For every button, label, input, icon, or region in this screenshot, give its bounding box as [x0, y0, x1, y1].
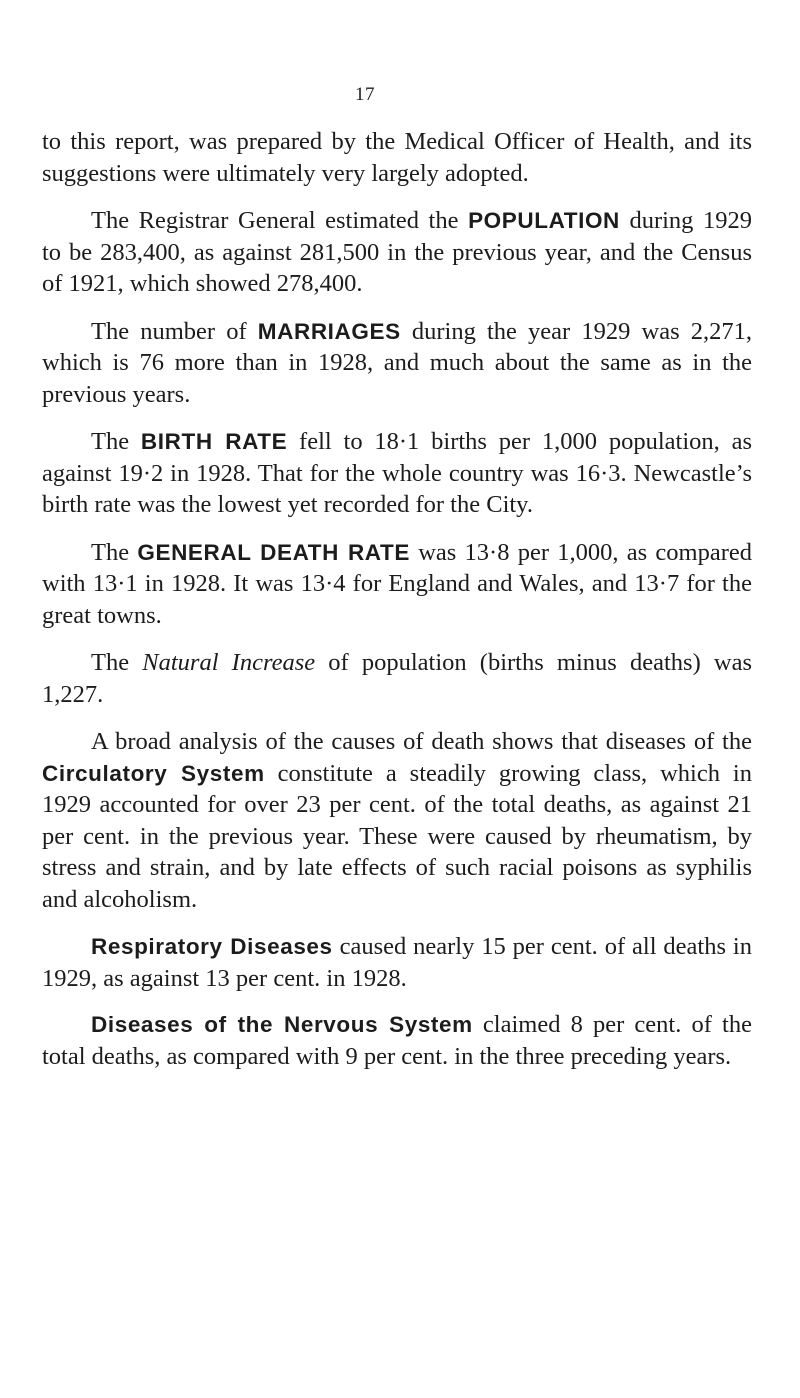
paragraph-text: The — [91, 538, 138, 566]
keyword-general-death-rate: GENERAL DEATH RATE — [137, 539, 410, 565]
paragraph-circulatory-system — [42, 726, 752, 915]
paragraph-report-preparation — [42, 126, 752, 189]
paragraph-population — [42, 205, 752, 300]
page-number: 17 — [355, 84, 375, 105]
paragraph-text: during 1929 to be 283,400, as against 281,500 in the previous year, and the Census of 1921, which showed 278,400. — [42, 207, 752, 297]
paragraph-text: fell to 18·1 births per 1,000 population, as against 19·2 in 1928. That for the whole country was 16·3. Newcastle’s birth rate was the lowest yet recorded for the City. — [42, 428, 752, 518]
paragraph-text: was 13·8 per 1,000, as compared with 13·1 in 1928. It was 13·4 for England and Wales, and 13·7 for the great towns. — [42, 538, 753, 629]
keyword-marriages: MARRIAGES — [257, 318, 401, 344]
paragraph-birth-rate — [42, 426, 752, 521]
paragraph-text: The Registrar General estimated the — [91, 207, 469, 234]
paragraph-respiratory-diseases — [42, 931, 752, 994]
paragraph-text: caused nearly 15 per cent. of all deaths in 1929, as against 13 per cent. in 1928. — [42, 933, 752, 992]
paragraph-general-death-rate — [42, 537, 752, 632]
paragraph-text: The — [91, 428, 141, 455]
keyword-population: POPULATION — [468, 208, 620, 233]
keyword-nervous-system: Diseases of the Nervous System — [91, 1012, 473, 1037]
paragraph-marriages — [42, 316, 752, 411]
keyword-circulatory-system: Circulatory System — [42, 760, 265, 786]
emphasis-natural-increase: Natural Increase — [142, 649, 316, 676]
paragraph-natural-increase — [42, 647, 752, 710]
keyword-respiratory-diseases: Respiratory Diseases — [91, 934, 333, 959]
paragraph-text: to this report, was prepared by the Medical Officer of Health, and its suggestions were ultimately very largely adopted. — [42, 128, 752, 187]
paragraph-text: of population (births minus deaths) was 1,227. — [42, 649, 752, 708]
keyword-birth-rate: BIRTH RATE — [140, 429, 288, 454]
report-body — [42, 126, 752, 1088]
paragraph-text: claimed 8 per cent. of the total deaths, as compared with 9 per cent. in the three preceding years. — [42, 1011, 752, 1070]
paragraph-text: The — [91, 649, 143, 676]
paragraph-text: during the year 1929 was 2,271, which is 76 more than in 1928, and much about the same as in the previous years. — [42, 317, 753, 408]
paragraph-nervous-system — [42, 1009, 752, 1072]
paragraph-text: A broad analysis of the causes of death shows that diseases of the — [91, 728, 752, 755]
paragraph-text: The number of — [91, 317, 258, 345]
paragraph-text: constitute a steadily growing class, which in 1929 accounted for over 23 per cent. of the total deaths, as against 21 per cent. in the previous year. These were caused by rheumatism, by stress and strain, and by late effects of such racial poisons as syphilis and alcoholism. — [42, 759, 752, 913]
